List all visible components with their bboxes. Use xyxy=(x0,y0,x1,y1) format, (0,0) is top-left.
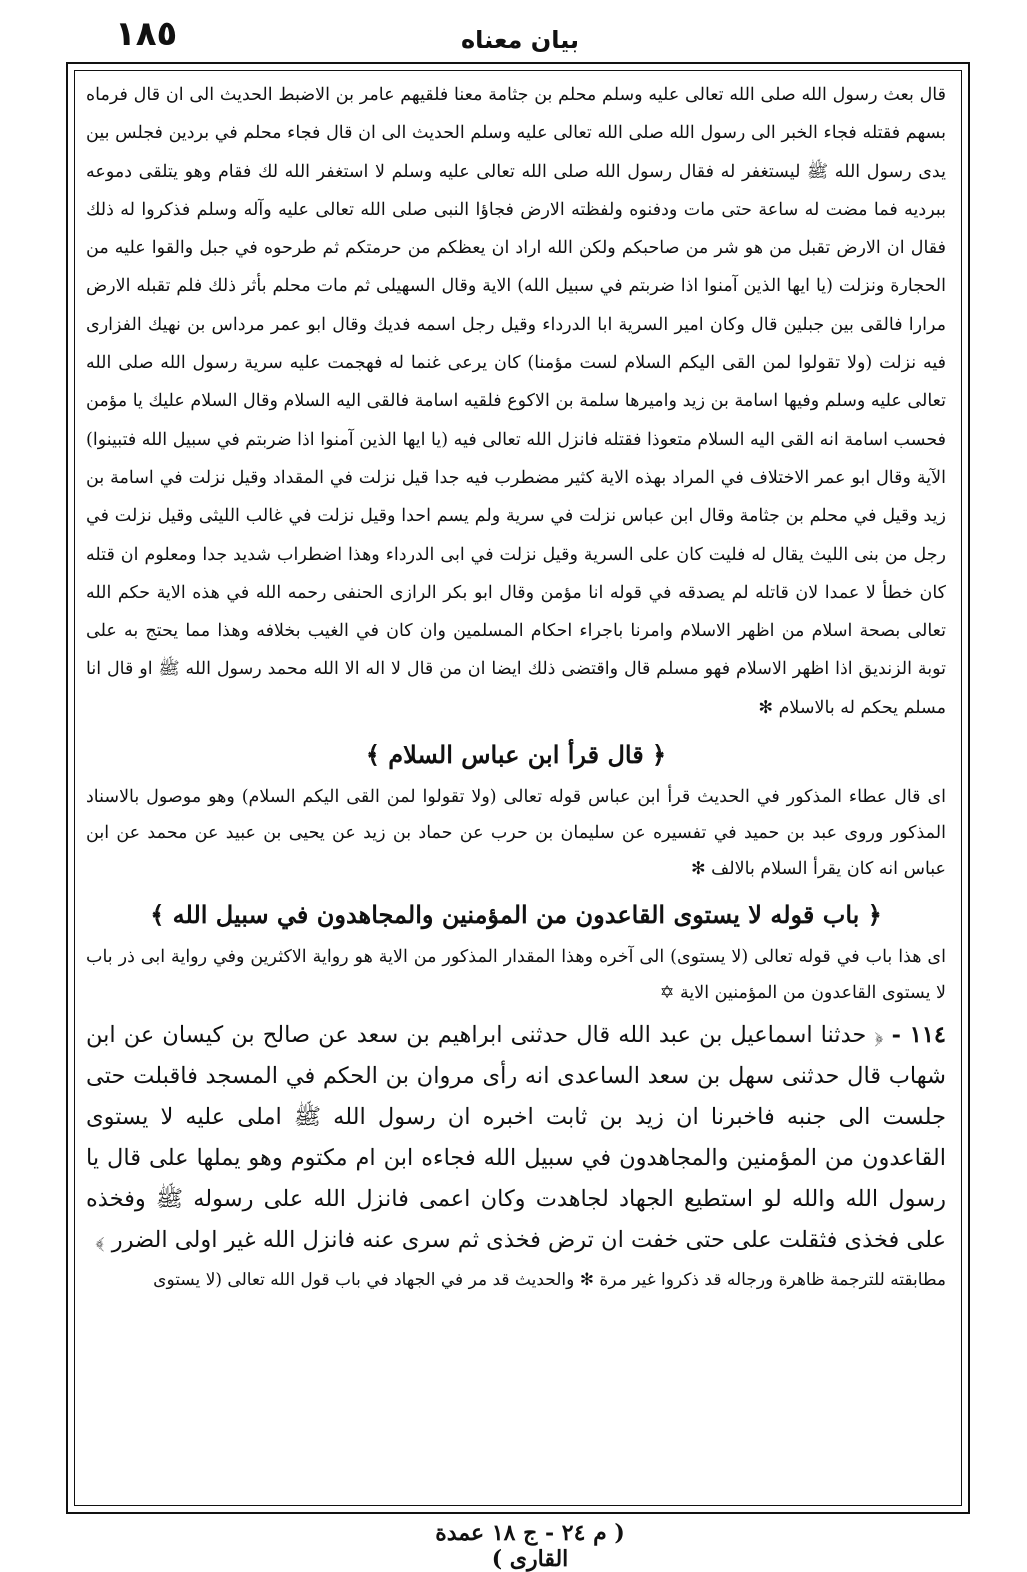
hadith-block xyxy=(86,1015,946,1261)
commentary-closing-note: مطابقته للترجمة ظاهرة ورجاله قد ذكروا غير مرة ✻ والحديث قد مر في الجهاد في باب قول الله تعالى (لا يستوى xyxy=(153,1270,946,1291)
chapter-heading-bab: ﴿ باب قوله لا يستوى القاعدون من المؤمنين والمجاهدون في سبيل الله ﴾ xyxy=(150,900,882,930)
commentary-paragraph-3: اى هذا باب في قوله تعالى (لا يستوى) الى آخره وهذا المقدار المذكور من الاية هو رواية الاكثرين وفي رواية ابى ذر باب لا يستوى القاعدون من المؤمنين الاية ✡ xyxy=(86,947,946,1004)
signature-line: ( م ٢٤ - ج ١٨ عمدة القارى ) xyxy=(435,1520,625,1572)
hadith-number: ١١٤ - xyxy=(891,1022,946,1049)
commentary-paragraph-1: قال بعث رسول الله صلى الله تعالى عليه وسلم محلم بن جثامة معنا فلقيهم عامر بن الاضبط الحديث الى ان قال فرماه بسهم فقتله فجاء الخبر الى رسول الله صلى الله تعالى عليه وسلم الحديث الى ان قال فجاء محلم في بردين فجلس بين يدى رسول الله ﷺ ليستغفر له فقال رسول الله صلى الله تعالى عليه وسلم لا استغفر الله لك فقام وهو يتلقى دموعه ببرديه فما مضت له ساعة حتى مات ودفنوه ولفظته الارض فجاؤا النبى صلى الله تعالى عليه وآله وسلم فذكروا له ذلك فقال ان الارض تقبل من هو شر من صاحبكم ولكن الله اراد ان يعظكم من حرمتكم ثم طرحوه في جبل والقوا عليه من الحجارة ونزلت (يا ايها الذين آمنوا اذا ضربتم في سبيل الله) الاية وقال السهيلى ثم مات محلم بأثر ذلك فلم تقبله الارض مرارا فالقى بين جبلين قال وكان امير السرية ابا الدرداء وقيل رجل اسمه فديك وقال ابو عمر مرداس بن نهيك الفزارى فيه نزلت (ولا تقولوا لمن القى اليكم السلام لست مؤمنا) كان يرعى غنما له فهجمت عليه سرية رسول الله صلى الله تعالى عليه وسلم وفيها اسامة بن زيد واميرها سلمة بن الاكوع فلقيه اسامة فالقى اليه السلام وقال السلام عليك يا مؤمن فحسب اسامة انه القى اليه السلام متعوذا فقتله فانزل الله تعالى فيه (يا ايها الذين آمنوا اذا ضربتم في سبيل الله فتبينوا) الآية وقال ابو عمر الاختلاف في المراد بهذه الاية كثير مضطرب فيه جدا قيل نزلت في المقداد وقيل نزلت في اسامة بن زيد وقيل في محلم بن جثامة وقال ابن عباس نزلت في سرية ولم يسم احدا وقيل نزلت في غالب الليثى وقيل نزلت في رجل من بنى الليث يقال له فليت كان على السرية وقيل نزلت في ابى الدرداء وهذا اضطراب شديد جدا ومعلوم ان قتله كان خطأ لا عمدا لان قاتله لم يصدقه في قوله انا مؤمن وقال ابو بكر الرازى الحنفى رحمه الله في هذه الاية حكم الله تعالى بصحة اسلام من اظهر الاسلام وامرنا باجراء احكام المسلمين وان كان في الغيب بخلافه وهذا مما يحتج به على توبة الزنديق اذا اظهر الاسلام فهو مسلم قال واقتضى ذلك ايضا ان من قال لا اله الا الله محمد رسول الله ﷺ او قال انا مسلم يحكم له بالاسلام ✻ xyxy=(86,85,946,718)
page-content xyxy=(86,76,946,1496)
page-header xyxy=(0,0,1027,62)
running-title: بيان معناه xyxy=(460,26,580,54)
page-number: ١٨٥ xyxy=(115,14,178,54)
hadith-text: ﴿ حدثنا اسماعيل بن عبد الله قال حدثنى ابراهيم بن سعد عن صالح بن كيسان عن ابن شهاب قال حدثنى سهل بن سعد الساعدى انه رأى مروان بن الحكم في المسجد فاقبلت حتى جلست الى جنبه فاخبرنا ان زيد بن ثابت اخبره ان رسول الله ﷺ املى عليه لا يستوى القاعدون من المؤمنين والمجاهدون في سبيل الله فجاءه ابن ام مكتوم وهو يملها على قال يا رسول الله والله لو استطيع الجهاد لجاهدت وكان اعمى فانزل الله على رسوله ﷺ وفخذه على فخذى فثقلت على حتى خفت ان ترض فخذى ثم سرى عنه فانزل الله غير اولى الضرر ﴾ xyxy=(86,1022,946,1254)
section-heading-qiraah: ﴿ قال قرأ ابن عباس السلام ﴾ xyxy=(365,740,667,770)
commentary-paragraph-2: اى قال عطاء المذكور في الحديث قرأ ابن عباس قوله تعالى (ولا تقولوا لمن القى اليكم السلام) وهو موصول بالاسناد المذكور وروى عبد بن حميد في تفسيره عن سليمان بن حرب عن حماد بن زيد عن يحيى بن عبيد عن محمد عن ابن عباس انه كان يقرأ السلام بالالف ✻ xyxy=(86,787,946,880)
page-footer xyxy=(0,1516,1027,1572)
